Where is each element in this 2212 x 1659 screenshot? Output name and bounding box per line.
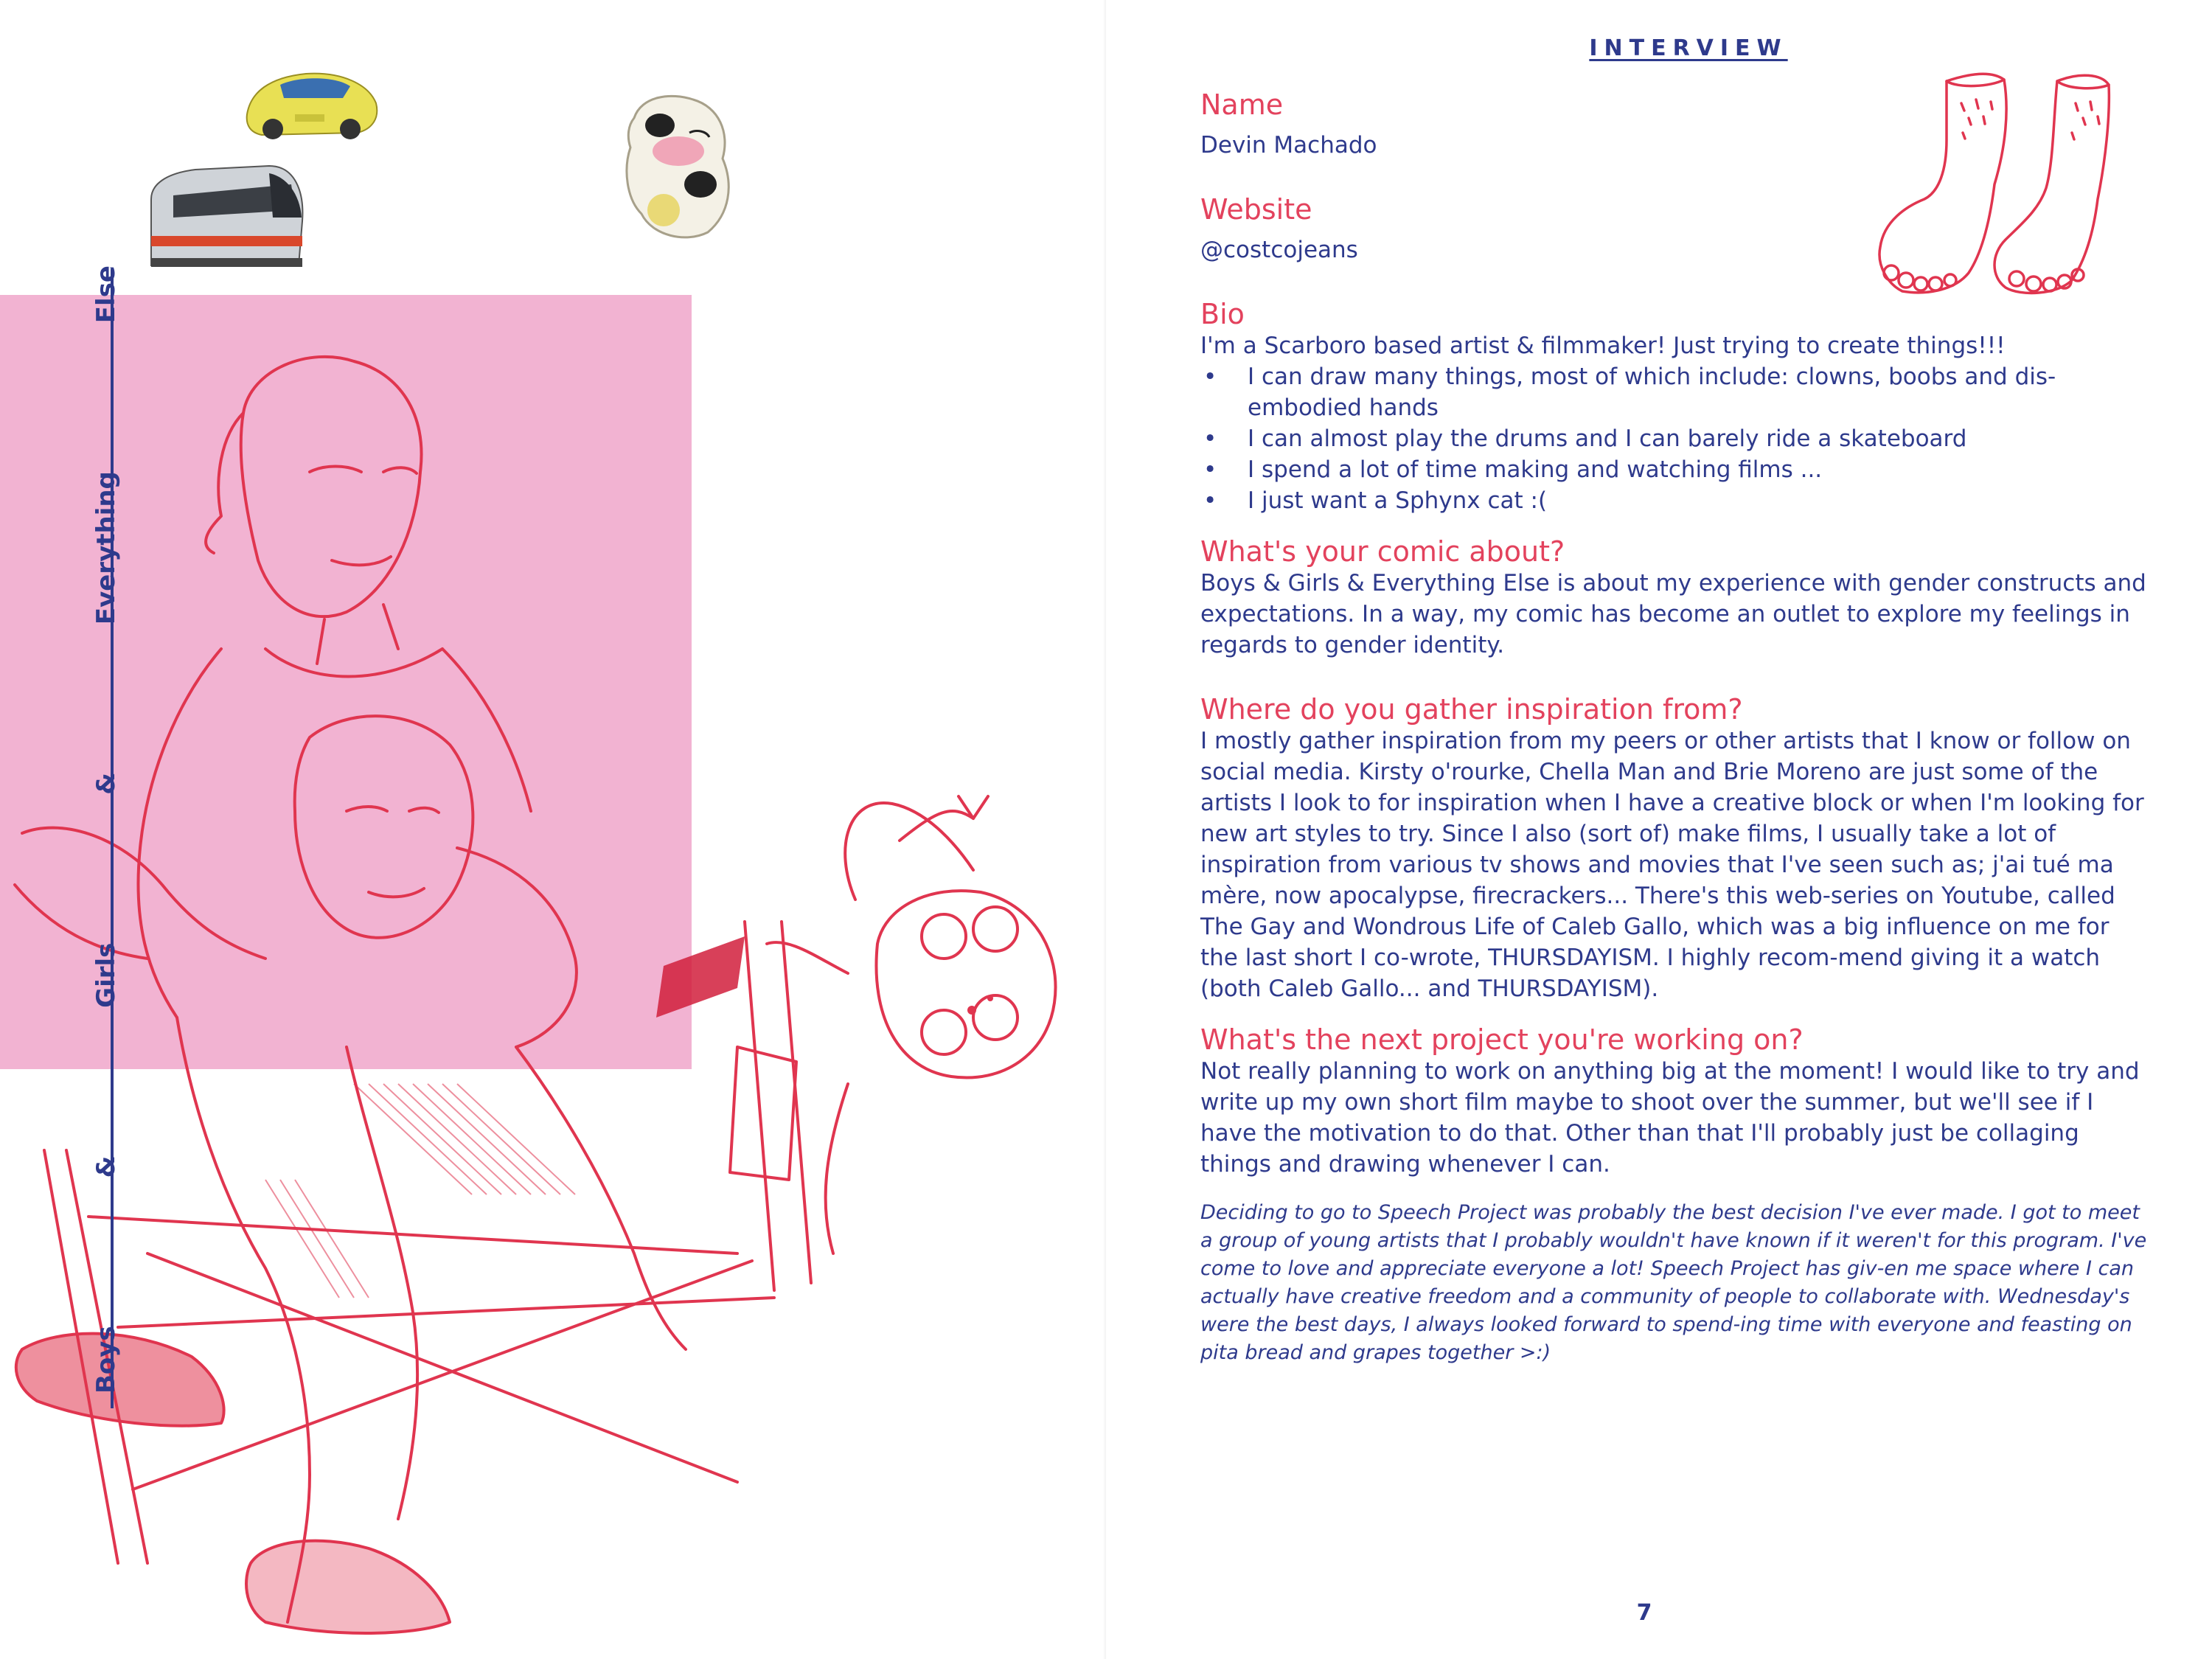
name-answer: Devin Machado [1200,132,1377,159]
inspiration-question: Where do you gather inspiration from? [1200,693,1743,726]
next-project-answer: Not really planning to work on anything big at the moment! I would like to try and write up my own short film maybe to shoot over the summer, but we'll see if I have the motivation to do that. Other than that I'll probably just be collaging things and drawing whenever I can. [1200,1058,2140,1178]
title-word-girls: Girls [91,942,121,1008]
website-answer: @costcojeans [1200,237,1358,263]
page-number: 7 [1636,1600,1652,1626]
inspiration-answer: I mostly gather inspiration from my peers or other artists that I know or follow on social media. Kirsty o'rourke, Chella Man and Brie Moreno are just some of the artists I look to for inspiration when I have a creative block or when I'm looking for new art styles to try. Since I also (sort of) make films, I usually take a lot of inspiration from various tv shows and movies that I've seen such as; j'ai tué ma mère, now apocalypse, firecrackers... There's this web-series on Youtube, called The Gay and Wondrous Life of Caleb Gallo, which was a big influence on me for the last short I co-wrote, THURSDAYISM. I highly recom-mend giving it a watch (both Caleb Gallo... and THURSDAYISM). [1200,728,2144,1002]
yellow-car-sticker [240,55,383,144]
cow-sticker [619,88,741,243]
title-ampersand-2: & [91,773,121,795]
title-word-boys: Boys [91,1326,121,1394]
next-project-question: What's the next project you're working on? [1200,1023,1804,1056]
closing-quote: Deciding to go to Speech Project was probably the best decision I've ever made. I got to meet a group of young artists that I probably wouldn't have known if it weren't for this program. I've come to love and appreciate everyone a lot! Speech Project has giv-en me space where I can actually have creative freedom and a community of people to collaborate with. Wednesday's were the best days, I always looked forward to spend-ing time with everyone and feasting on pita bread and grapes together >:) [1200,1201,2147,1364]
train-sticker [144,155,310,280]
title-ampersand-1: & [91,1155,121,1178]
comic-answer: Boys & Girls & Everything Else is about my experience with gender constructs and expectations. In a way, my comic has become an outlet to explore my feelings in regards to gender identity. [1200,570,2146,658]
bio-question: Bio [1200,298,1245,330]
title-word-else: Else [91,265,121,324]
bio-list [1200,361,2152,516]
interview-content [1200,88,2152,1367]
title-word-everything: Everything [91,471,121,625]
bio-item: • I spend a lot of time making and watching films ... [1200,454,2152,485]
bio-item: • I can almost play the drums and I can barely ride a skateboard [1200,423,2152,454]
bio-intro: I'm a Scarboro based artist & filmmaker! Just trying to create things!!! [1200,333,2006,359]
name-question: Name [1200,88,1284,121]
comic-question: What's your comic about? [1200,535,1565,568]
bio-item: • I can draw many things, most of which include: clowns, boobs and dis-embodied hands [1200,361,2152,423]
website-question: Website [1200,193,1312,226]
bio-item: • I just want a Sphynx cat :( [1200,485,2152,516]
vertical-comic-title [91,265,121,1394]
section-label: INTERVIEW [1589,35,1788,61]
